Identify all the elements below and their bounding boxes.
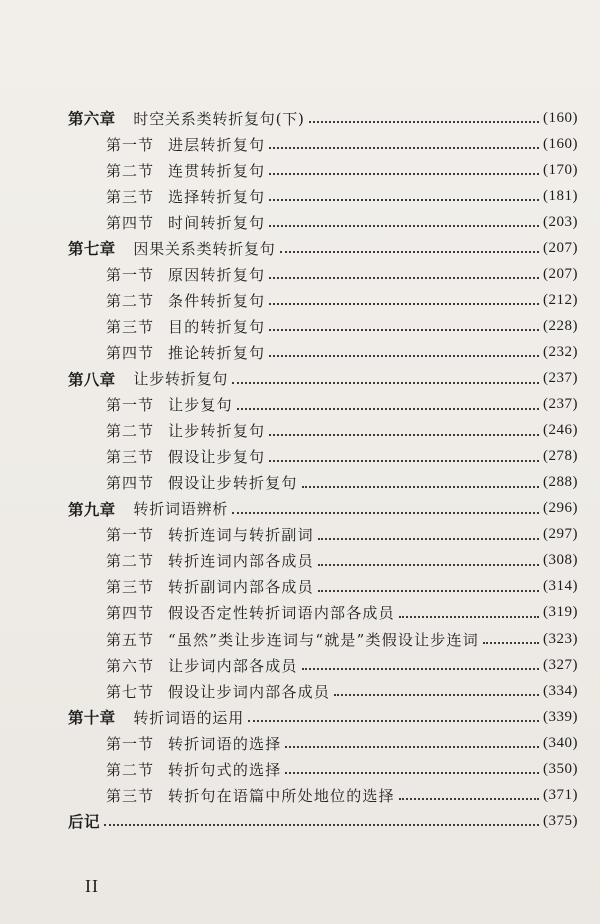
toc-entry-number: 第一节 xyxy=(106,265,155,284)
toc-entry-number: 第二节 xyxy=(106,760,155,779)
toc-section-row xyxy=(106,730,578,756)
dot-leader xyxy=(302,668,539,670)
toc-entry-number: 第四节 xyxy=(106,474,155,493)
toc-entry-title: “虽然”类让步连词与“就是”类假设让步连词 xyxy=(168,630,479,649)
toc-section-row xyxy=(106,339,578,365)
toc-entry-number: 第二节 xyxy=(106,422,155,441)
dot-leader xyxy=(269,355,539,357)
dot-leader xyxy=(269,434,539,436)
toc-section-row xyxy=(106,418,578,444)
toc-entry-title: 连贯转折复句 xyxy=(168,161,266,180)
toc-entry-title: 转折副词内部各成员 xyxy=(168,578,314,597)
toc-section-row xyxy=(106,756,578,782)
toc-entry-number: 第二节 xyxy=(106,552,155,571)
dot-leader xyxy=(318,590,539,592)
toc-entry-title: 选择转折复句 xyxy=(168,187,266,206)
toc-entry-title: 目的转折复句 xyxy=(168,317,266,336)
dot-leader xyxy=(269,460,539,462)
toc-page-number: (228) xyxy=(543,317,578,334)
dot-leader xyxy=(309,121,539,123)
toc-entry-number: 第一节 xyxy=(106,734,155,753)
toc-entry-title: 转折词语的选择 xyxy=(168,734,282,753)
dot-leader xyxy=(269,329,539,331)
toc-entry-title: 因果关系类转折复句 xyxy=(133,239,276,258)
dot-leader xyxy=(269,199,539,201)
toc-page-number: (203) xyxy=(543,213,578,230)
toc-section-row xyxy=(106,392,578,418)
toc-page-number: (160) xyxy=(543,109,578,126)
toc-page-number: (170) xyxy=(543,161,578,178)
toc-page-number: (212) xyxy=(543,291,578,308)
toc-entry-number: 第四节 xyxy=(106,213,155,232)
toc-entry-title: 假设让步转折复句 xyxy=(168,474,298,493)
toc-page-number: (297) xyxy=(543,526,578,543)
toc-page-number: (288) xyxy=(543,474,578,491)
page-folio: II xyxy=(85,876,99,896)
dot-leader xyxy=(285,746,539,748)
toc-section-row xyxy=(106,183,578,209)
toc-entry-title: 假设让步复句 xyxy=(168,448,266,467)
toc-section-row xyxy=(106,626,578,652)
toc-section-row xyxy=(106,287,578,313)
toc-page-number: (350) xyxy=(543,760,578,777)
toc-page-number: (334) xyxy=(543,682,578,699)
toc-page-number: (340) xyxy=(543,734,578,751)
toc-page-number: (339) xyxy=(543,708,578,725)
toc-section-row xyxy=(106,313,578,339)
toc-entry-number: 第三节 xyxy=(106,187,155,206)
toc-section-row xyxy=(106,131,578,157)
toc-section-row xyxy=(106,548,578,574)
dot-leader xyxy=(232,382,539,384)
toc-page-number: (314) xyxy=(543,578,578,595)
toc-entry-title: 让步转折复句 xyxy=(133,370,229,388)
dot-leader xyxy=(269,147,539,149)
toc-page-number: (181) xyxy=(543,187,578,204)
toc-entry-number: 第三节 xyxy=(106,448,155,467)
dot-leader xyxy=(248,720,539,722)
toc-entry-number: 第十章 xyxy=(68,708,116,728)
toc-entry-title: 原因转折复句 xyxy=(168,265,266,284)
toc-entry-number: 第六节 xyxy=(106,656,155,675)
toc-entry-title: 让步转折复句 xyxy=(168,422,266,441)
toc-page-number: (278) xyxy=(543,448,578,465)
toc-entry-title: 让步词内部各成员 xyxy=(168,656,298,675)
toc-section-row xyxy=(106,574,578,600)
toc-page-number: (207) xyxy=(543,239,578,256)
toc-section-row xyxy=(106,470,578,496)
toc-afterword-row xyxy=(68,808,578,834)
toc-chapter-row xyxy=(68,496,578,522)
toc-entry-title: 进层转折复句 xyxy=(168,135,266,154)
dot-leader xyxy=(334,694,539,696)
toc-chapter-row xyxy=(68,366,578,392)
toc-entry-title: 假设否定性转折词语内部各成员 xyxy=(168,604,395,623)
toc-page-number: (308) xyxy=(543,552,578,569)
toc-entry-number: 第一节 xyxy=(106,396,155,415)
toc-entry-title: 时间转折复句 xyxy=(168,213,266,232)
toc-entry-title: 转折词语的运用 xyxy=(133,708,245,727)
dot-leader xyxy=(269,303,539,305)
toc-entry-number: 第二节 xyxy=(106,161,155,180)
toc-entry-number: 第三节 xyxy=(106,578,155,597)
toc-entry-number: 第三节 xyxy=(106,786,155,805)
toc-entry-number: 第四节 xyxy=(106,604,155,623)
toc-page-number: (237) xyxy=(543,370,578,386)
toc-page-number: (160) xyxy=(543,135,578,152)
toc-entry-title: 转折句式的选择 xyxy=(168,760,282,779)
toc-entry-number: 第七章 xyxy=(68,239,116,259)
toc-entry-title: 转折词语辨析 xyxy=(133,500,229,519)
toc-section-row xyxy=(106,157,578,183)
toc-entry-number: 第九章 xyxy=(68,499,116,519)
toc-page-number: (371) xyxy=(543,786,578,803)
dot-leader xyxy=(269,277,539,279)
toc-page-number: (237) xyxy=(543,396,578,413)
dot-leader xyxy=(232,512,539,514)
toc-page-number: (296) xyxy=(543,500,578,517)
toc-page-number: (375) xyxy=(543,812,578,829)
toc-page-number: (246) xyxy=(543,422,578,439)
toc-entry-number: 第七节 xyxy=(106,682,155,701)
toc-entry-title: 转折连词与转折副词 xyxy=(168,526,314,545)
toc-entry-title: 转折连词内部各成员 xyxy=(168,552,314,571)
toc-chapter-row xyxy=(68,235,578,261)
toc-section-row xyxy=(106,678,578,704)
toc-entry-title: 让步复句 xyxy=(168,396,233,415)
dot-leader xyxy=(280,251,539,253)
toc-page-number: (323) xyxy=(543,630,578,647)
toc-section-row xyxy=(106,652,578,678)
toc-entry-number: 第八章 xyxy=(68,369,116,389)
toc-entry-title: 转折句在语篇中所处地位的选择 xyxy=(168,786,395,805)
toc-section-row xyxy=(106,600,578,626)
toc-chapter-row xyxy=(68,704,578,730)
toc-entry-number: 第一节 xyxy=(106,135,155,154)
toc-entry-title: 条件转折复句 xyxy=(168,291,266,310)
dot-leader xyxy=(399,798,539,800)
toc-section-row xyxy=(106,444,578,470)
toc-entry-title: 时空关系类转折复句(下) xyxy=(133,109,305,128)
dot-leader xyxy=(104,824,539,826)
toc-section-row xyxy=(106,261,578,287)
toc-section-row xyxy=(106,522,578,548)
dot-leader xyxy=(399,616,539,618)
dot-leader xyxy=(302,486,539,488)
toc-chapter-row xyxy=(68,105,578,131)
toc-entry-number: 第六章 xyxy=(68,109,116,128)
toc-page-number: (319) xyxy=(543,604,578,621)
toc-entry-number: 第二节 xyxy=(106,291,155,310)
toc-page-number: (207) xyxy=(543,265,578,282)
dot-leader xyxy=(318,538,539,540)
dot-leader xyxy=(269,173,539,175)
toc-entry-number: 第四节 xyxy=(106,343,155,362)
dot-leader xyxy=(285,772,539,774)
toc-page-number: (232) xyxy=(543,343,578,360)
dot-leader xyxy=(318,564,539,566)
toc-entry-number: 第三节 xyxy=(106,317,155,336)
dot-leader xyxy=(237,408,539,410)
toc-page-number: (327) xyxy=(543,656,578,673)
dot-leader xyxy=(483,642,539,644)
toc-section-row xyxy=(106,209,578,235)
toc-section-row xyxy=(106,782,578,808)
toc-entry-number: 第一节 xyxy=(106,526,155,545)
toc-entry-number: 第五节 xyxy=(106,630,155,649)
toc-entry-title: 假设让步词内部各成员 xyxy=(168,682,331,701)
toc-entry-number: 后记 xyxy=(68,812,101,832)
toc-entry-title: 推论转折复句 xyxy=(168,343,266,362)
dot-leader xyxy=(269,225,539,227)
